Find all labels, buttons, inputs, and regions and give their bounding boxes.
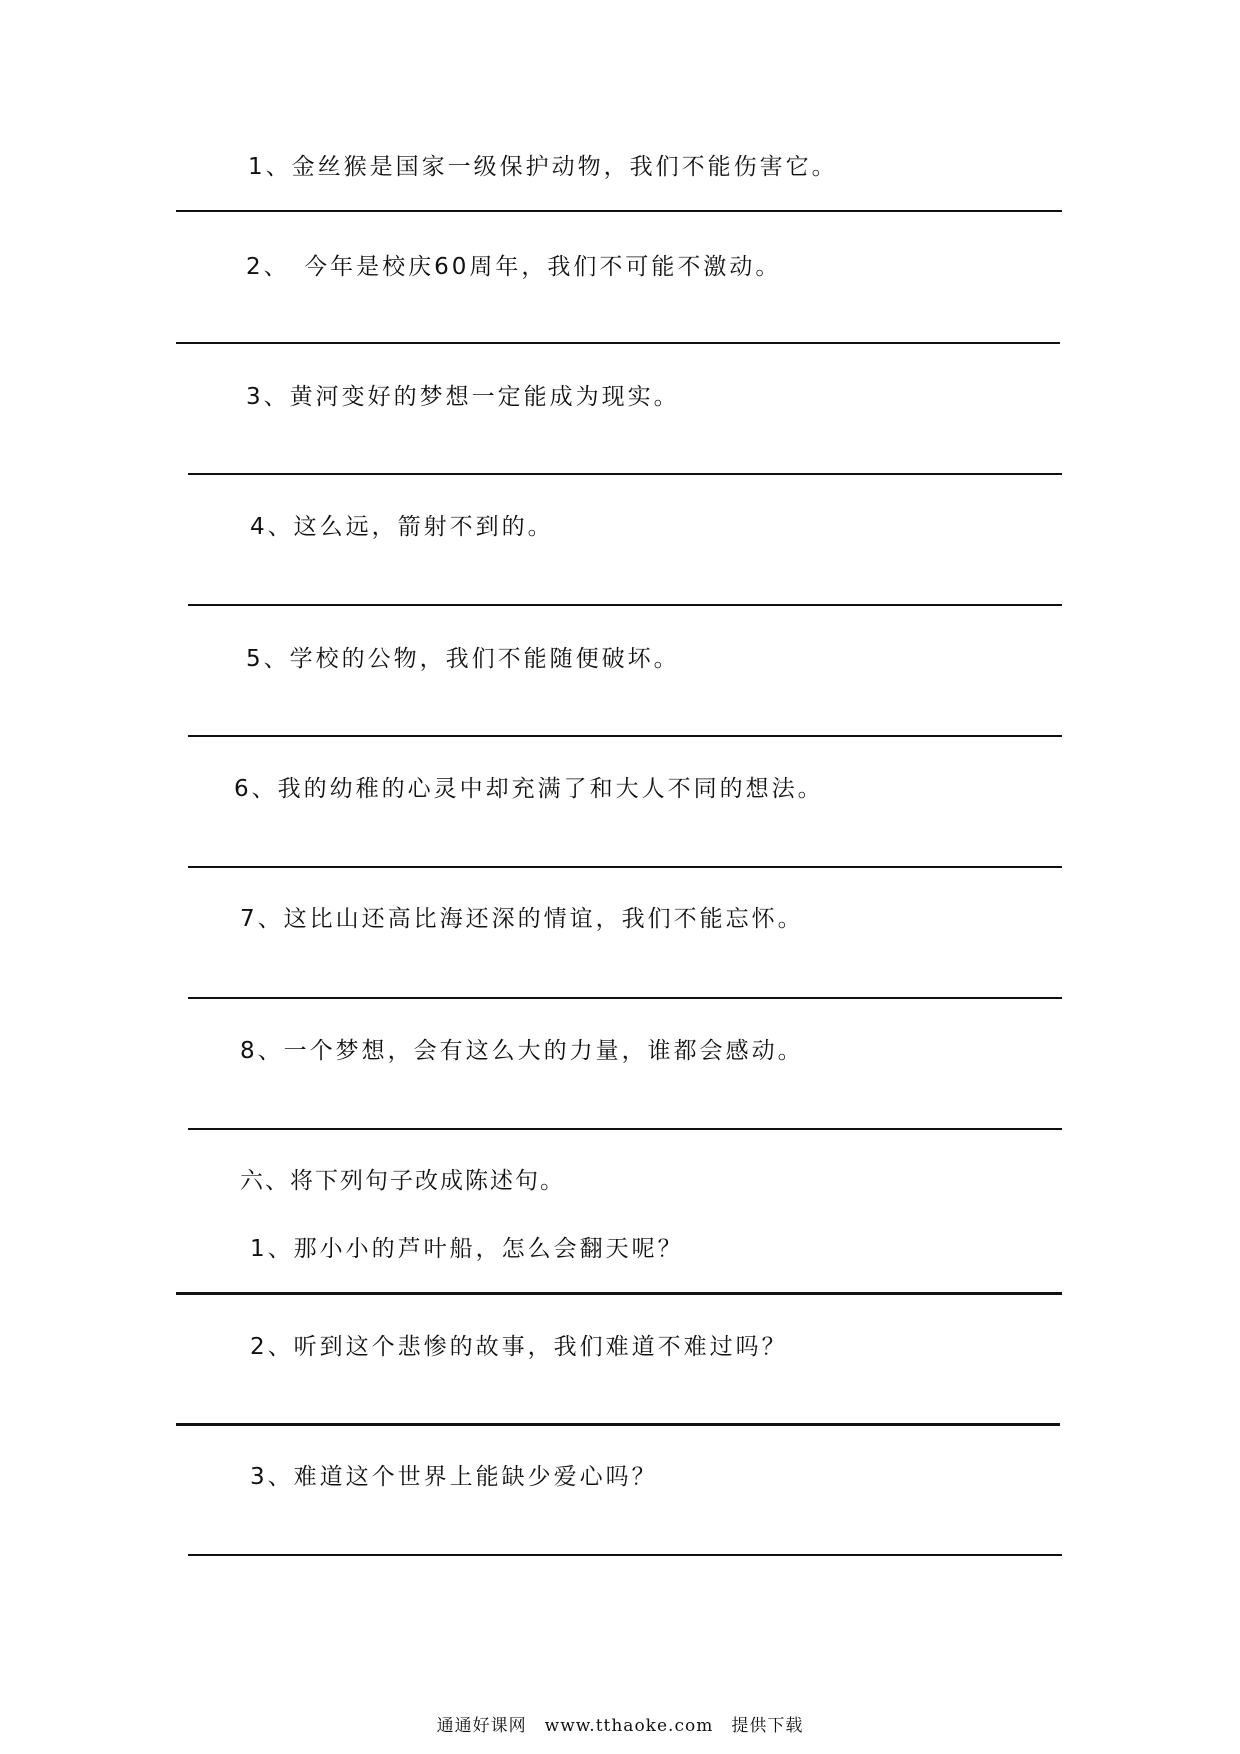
section-six-question-3: 3、难道这个世界上能缺少爱心吗？ — [250, 1464, 658, 1490]
question-1: 1、金丝猴是国家一级保护动物，我们不能伤害它。 — [248, 154, 838, 180]
question-4: 4、这么远，箭射不到的。 — [250, 514, 554, 540]
answer-line-3[interactable] — [188, 473, 1062, 475]
question-6: 6、我的幼稚的心灵中却充满了和大人不同的想法。 — [234, 776, 824, 802]
section-six-answer-line-2[interactable] — [176, 1423, 1060, 1426]
answer-line-6[interactable] — [188, 866, 1062, 868]
question-8: 8、一个梦想，会有这么大的力量，谁都会感动。 — [240, 1038, 804, 1064]
question-3: 3、黄河变好的梦想一定能成为现实。 — [246, 384, 680, 410]
question-5: 5、学校的公物，我们不能随便破坏。 — [246, 646, 680, 672]
answer-line-7[interactable] — [188, 997, 1062, 999]
section-six-answer-line-1[interactable] — [176, 1292, 1062, 1295]
section-six-question-2: 2、听到这个悲惨的故事，我们难道不难过吗？ — [250, 1334, 788, 1360]
answer-line-8[interactable] — [188, 1128, 1062, 1130]
answer-line-5[interactable] — [188, 735, 1062, 737]
answer-line-2[interactable] — [176, 342, 1060, 344]
section-six-answer-line-3[interactable] — [188, 1554, 1062, 1556]
footer-credit: 通通好课网 www.tthaoke.com 提供下载 — [436, 1716, 804, 1736]
section-six-title: 六、将下列句子改成陈述句。 — [240, 1168, 565, 1194]
answer-line-4[interactable] — [188, 604, 1062, 606]
question-7: 7、这比山还高比海还深的情谊，我们不能忘怀。 — [240, 906, 804, 932]
answer-line-1[interactable] — [176, 210, 1062, 212]
question-2: 2、 今年是校庆60周年，我们不可能不激动。 — [246, 254, 782, 280]
section-six-question-1: 1、那小小的芦叶船，怎么会翻天呢？ — [250, 1236, 684, 1262]
